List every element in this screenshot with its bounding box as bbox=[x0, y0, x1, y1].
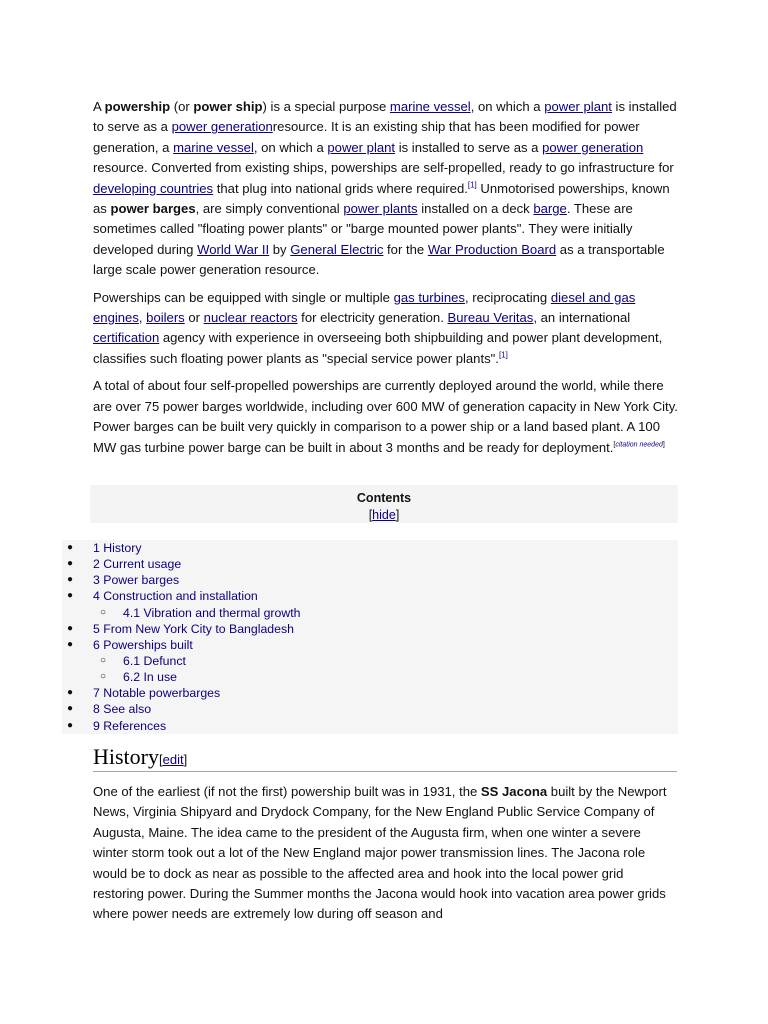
sub-bullet-icon: ○ bbox=[100, 671, 107, 683]
toc-item-power-barges[interactable]: ● 3 Power barges bbox=[62, 572, 678, 588]
toc-item-construction[interactable]: ● 4 Construction and installation bbox=[62, 588, 678, 604]
intro-paragraph-1: A powership (or power ship) is a special purpose marine vessel, on which a power plant is installed to serve as a power generationresource. It is an existing ship that has been modified for power generation, a marine vessel, on which a power plant is installed to serve as a power generation resource. Converted from existing ships, powerships are self-propelled, ready to go infrastructure for developing countries that plug into national grids where required.[1] Unmotorised powerships, known as power barges, are simply conventional power plants installed on a deck barge. These are sometimes called "floating power plants" or "barge mounted power plants". They were initially developed during World War II by General Electric for the War Production Board as a transportable large scale power generation resource. bbox=[93, 99, 677, 278]
sub-bullet-icon: ○ bbox=[100, 654, 107, 666]
bullet-icon: ● bbox=[67, 687, 74, 699]
toc-item-references[interactable]: ● 9 References bbox=[62, 718, 678, 734]
term-ss-jacona: SS Jacona bbox=[480, 784, 548, 799]
toc-hide-link[interactable]: hide bbox=[372, 508, 396, 522]
toc-item-in-use[interactable]: ○ 6.2 In use bbox=[62, 669, 678, 685]
bullet-icon: ● bbox=[67, 703, 74, 715]
intro-paragraph-3: A total of about four self-propelled powerships are currently deployed around the world, while there are over 75 power barges worldwide, including over 600 MW of generation capacity in New York City. Power barges can be built very quickly in comparison to a power ship or a land based plant. A 100 MW gas turbine power barge can be built in about 3 months and be ready for deployment.[citation needed] bbox=[93, 378, 678, 455]
link-certification[interactable]: certification bbox=[93, 330, 160, 346]
link-boilers[interactable]: boilers bbox=[146, 310, 185, 326]
toc-header bbox=[90, 485, 678, 523]
toc-item-defunct[interactable]: ○ 6.1 Defunct bbox=[62, 653, 678, 669]
toc-item-notable-powerbarges[interactable]: ● 7 Notable powerbarges bbox=[62, 685, 678, 701]
reference-1-link-2[interactable]: [1] bbox=[498, 350, 508, 360]
article-intro bbox=[93, 97, 679, 465]
link-barge[interactable]: barge bbox=[533, 201, 567, 217]
history-heading bbox=[93, 744, 677, 772]
link-power-plant-2[interactable]: power plant bbox=[327, 139, 396, 155]
toc-title: Contents bbox=[356, 491, 412, 505]
toc-item-current-usage[interactable]: ● 2 Current usage bbox=[62, 556, 678, 572]
term-powership: powership bbox=[104, 99, 171, 114]
link-power-plant[interactable]: power plant bbox=[544, 99, 612, 114]
toc-item-vibration[interactable]: ○ 4.1 Vibration and thermal growth bbox=[62, 605, 678, 621]
bullet-icon: ● bbox=[67, 638, 74, 650]
link-war-production-board[interactable]: War Production Board bbox=[427, 241, 557, 257]
sub-bullet-icon: ○ bbox=[100, 606, 107, 618]
link-gas-turbines[interactable]: gas turbines bbox=[393, 289, 465, 305]
toc-list bbox=[62, 540, 678, 734]
bullet-icon: ● bbox=[67, 542, 74, 553]
link-bureau-veritas[interactable]: Bureau Veritas bbox=[447, 310, 534, 326]
link-marine-vessel-2[interactable]: marine vessel bbox=[173, 139, 254, 155]
reference-1-link[interactable]: [1] bbox=[467, 180, 477, 190]
link-developing-countries[interactable]: developing countries bbox=[93, 180, 214, 196]
link-marine-vessel[interactable]: marine vessel bbox=[389, 99, 471, 114]
toc-item-history[interactable]: ● 1 History bbox=[62, 540, 678, 556]
toc-item-nyc-bangladesh[interactable]: ● 5 From New York City to Bangladesh bbox=[62, 621, 678, 637]
link-nuclear-reactors[interactable]: nuclear reactors bbox=[203, 310, 298, 326]
history-edit-section: [edit] bbox=[159, 752, 188, 767]
bullet-icon: ● bbox=[67, 622, 74, 634]
toc-item-powerships-built[interactable]: ● 6 Powerships built bbox=[62, 637, 678, 653]
term-power-barges: power barges bbox=[110, 201, 196, 217]
history-section bbox=[93, 782, 677, 932]
link-world-war-ii[interactable]: World War II bbox=[197, 241, 270, 257]
link-general-electric[interactable]: General Electric bbox=[290, 241, 384, 257]
link-diesel-and-gas-engines[interactable]: diesel and gas engines bbox=[93, 289, 636, 326]
toc-item-see-also[interactable]: ● 8 See also bbox=[62, 701, 678, 717]
term-power-ship: power ship bbox=[193, 99, 263, 114]
link-power-generation-2[interactable]: power generation bbox=[542, 139, 644, 155]
bullet-icon: ● bbox=[67, 574, 74, 586]
toc-hide-toggle: [hide] bbox=[368, 508, 400, 522]
bullet-icon: ● bbox=[67, 719, 74, 731]
history-heading-text: History bbox=[93, 744, 159, 769]
history-edit-link[interactable]: edit bbox=[162, 752, 184, 767]
citation-needed-link[interactable]: citation needed bbox=[615, 441, 663, 449]
bullet-icon: ● bbox=[67, 590, 74, 602]
bullet-icon: ● bbox=[67, 558, 74, 570]
history-paragraph-1: One of the earliest (if not the first) powership built was in 1931, the SS Jacona built by the Newport News, Virginia Shipyard and Drydock Company, for the New England Public Service Company of Augusta, Maine. The idea came to the president of the Augusta firm, when one winter a severe winter storm took out a lot of the New England major power transmission lines. The Jacona role would be to dock as near as possible to the affected area and hook into the local power grid restoring power. During the Summer months the Jacona would hook into vacation area power grids where power needs are extremely low during off season and bbox=[93, 784, 667, 922]
link-power-plants[interactable]: power plants bbox=[343, 201, 418, 217]
intro-paragraph-2: Powerships can be equipped with single or multiple gas turbines, reciprocating diesel and gas engines, boilers or nuclear reactors for electricity generation. Bureau Veritas, an international certification agency with experience in overseeing both shipbuilding and power plant development, classifies such floating power plants as "special service power plants".[1] bbox=[93, 289, 663, 366]
link-power-generation[interactable]: power generation bbox=[171, 119, 273, 135]
